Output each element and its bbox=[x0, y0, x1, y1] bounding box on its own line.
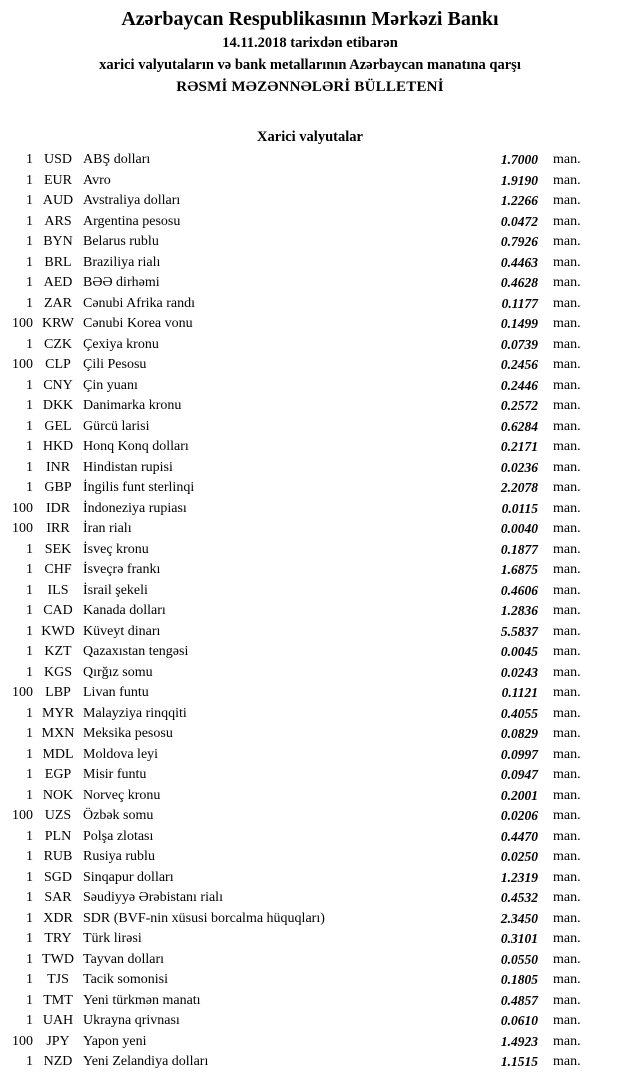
quantity-value: 1 bbox=[26, 705, 33, 721]
quantity-value: 1 bbox=[26, 931, 33, 946]
currency-name: Yeni Zelandiya dolları bbox=[83, 1054, 209, 1069]
quantity-value: 1 bbox=[26, 398, 33, 413]
currency-code: SAR bbox=[44, 890, 72, 905]
quantity-value: 1 bbox=[26, 172, 33, 188]
table-row bbox=[0, 150, 598, 171]
quantity-value: 1 bbox=[26, 828, 33, 844]
rate-value: 1.6875 bbox=[500, 562, 538, 577]
currency-name: Türk lirəsi bbox=[83, 931, 142, 946]
rate-unit: man. bbox=[553, 480, 581, 495]
currency-code: ZAR bbox=[44, 295, 72, 311]
currency-code: CNY bbox=[43, 377, 73, 393]
rate-value: 0.4857 bbox=[500, 992, 538, 1008]
currency-name: Hindistan rupisi bbox=[83, 459, 173, 475]
currency-code: MXN bbox=[41, 726, 75, 741]
rate-unit: man. bbox=[553, 193, 581, 208]
quantity-value: 1 bbox=[26, 787, 33, 803]
quantity-value: 100 bbox=[12, 500, 33, 516]
rate-value: 0.0243 bbox=[500, 664, 538, 680]
currency-name: Cənubi Korea vonu bbox=[83, 316, 193, 331]
rate-unit: man. bbox=[553, 787, 581, 803]
rate-unit: man. bbox=[553, 336, 581, 352]
currency-code: MYR bbox=[42, 705, 74, 721]
rate-unit: man. bbox=[553, 972, 581, 987]
currency-code: BRL bbox=[44, 254, 72, 270]
currency-code: AUD bbox=[42, 193, 74, 208]
quantity-value: 1 bbox=[26, 418, 33, 434]
table-row bbox=[0, 683, 598, 704]
rate-value: 0.2572 bbox=[500, 398, 538, 413]
currency-name: İndoneziya rupiası bbox=[83, 500, 187, 516]
rate-value: 1.4923 bbox=[500, 1033, 538, 1049]
bulletin-title: RƏSMİ MƏZƏNNƏLƏRİ BÜLLETENİ bbox=[176, 79, 444, 95]
rate-unit: man. bbox=[553, 890, 581, 905]
table-row bbox=[0, 335, 598, 356]
rate-value: 1.9190 bbox=[500, 172, 538, 188]
currency-code: SEK bbox=[44, 541, 72, 557]
table-row bbox=[0, 950, 598, 971]
currency-name: Polşa zlotası bbox=[83, 828, 154, 844]
currency-code: KWD bbox=[41, 623, 75, 639]
rate-unit: man. bbox=[553, 1054, 581, 1069]
rate-unit: man. bbox=[553, 726, 581, 741]
rate-unit: man. bbox=[553, 275, 581, 290]
currency-name: Qazaxıstan tengəsi bbox=[83, 644, 189, 659]
currency-name: Çin yuanı bbox=[83, 377, 138, 393]
quantity-value: 1 bbox=[26, 275, 33, 290]
currency-name: İsrail şekeli bbox=[83, 582, 148, 598]
rate-value: 2.2078 bbox=[500, 480, 538, 495]
table-row bbox=[0, 724, 598, 745]
rate-unit: man. bbox=[553, 357, 581, 372]
rate-unit: man. bbox=[553, 828, 581, 844]
currency-code: LBP bbox=[45, 685, 71, 700]
table-row bbox=[0, 704, 598, 725]
table-row bbox=[0, 294, 598, 315]
currency-code: IDR bbox=[45, 500, 71, 516]
currency-code: TWD bbox=[42, 951, 74, 967]
currency-code: NOK bbox=[42, 787, 74, 803]
table-row bbox=[0, 1052, 598, 1073]
rate-unit: man. bbox=[553, 562, 581, 577]
currency-code: USD bbox=[43, 152, 72, 167]
table-row bbox=[0, 765, 598, 786]
table-row bbox=[0, 540, 598, 561]
currency-name: Rusiya rublu bbox=[83, 849, 155, 864]
quantity-value: 1 bbox=[26, 152, 33, 167]
rate-unit: man. bbox=[553, 213, 581, 229]
table-row bbox=[0, 581, 598, 602]
currency-code: XDR bbox=[43, 910, 73, 926]
quantity-value: 1 bbox=[26, 623, 33, 639]
rate-unit: man. bbox=[553, 644, 581, 659]
table-row bbox=[0, 560, 598, 581]
currency-name: Danimarka kronu bbox=[83, 398, 182, 413]
quantity-value: 1 bbox=[26, 254, 33, 270]
rate-unit: man. bbox=[553, 541, 581, 557]
currency-name: Kanada dolları bbox=[83, 603, 166, 618]
table-row bbox=[0, 601, 598, 622]
currency-name: Meksika pesosu bbox=[83, 726, 173, 741]
rate-value: 0.7926 bbox=[500, 234, 538, 249]
rate-value: 0.1121 bbox=[501, 685, 538, 700]
currency-code: AED bbox=[43, 275, 73, 290]
quantity-value: 1 bbox=[26, 664, 33, 680]
rate-value: 0.0739 bbox=[500, 336, 538, 352]
currency-code: EGP bbox=[44, 767, 72, 782]
currency-name: Misir funtu bbox=[83, 767, 147, 782]
currency-code: HKD bbox=[42, 439, 74, 454]
rate-value: 0.0115 bbox=[501, 500, 538, 516]
currency-code: CZK bbox=[44, 336, 72, 352]
table-row bbox=[0, 396, 598, 417]
rate-unit: man. bbox=[553, 767, 581, 782]
rate-value: 0.2456 bbox=[500, 357, 538, 372]
currency-name: İngilis funt sterlinqi bbox=[83, 480, 195, 495]
rate-unit: man. bbox=[553, 377, 581, 393]
currency-code: INR bbox=[45, 459, 71, 475]
table-row bbox=[0, 622, 598, 643]
rate-value: 0.1177 bbox=[501, 295, 538, 311]
rate-unit: man. bbox=[553, 869, 581, 885]
table-row bbox=[0, 499, 598, 520]
quantity-value: 1 bbox=[26, 951, 33, 967]
quantity-value: 1 bbox=[26, 1054, 33, 1069]
quantity-value: 1 bbox=[26, 193, 33, 208]
currency-name: BƏƏ dirhəmi bbox=[83, 275, 160, 290]
rate-value: 0.0472 bbox=[500, 213, 538, 229]
quantity-value: 1 bbox=[26, 849, 33, 864]
quantity-value: 1 bbox=[26, 972, 33, 987]
table-row bbox=[0, 909, 598, 930]
document-header bbox=[0, 6, 620, 98]
table-row bbox=[0, 376, 598, 397]
rate-value: 0.0829 bbox=[500, 726, 538, 741]
rate-unit: man. bbox=[553, 603, 581, 618]
rate-unit: man. bbox=[553, 500, 581, 516]
rate-unit: man. bbox=[553, 254, 581, 270]
rate-value: 1.7000 bbox=[500, 152, 538, 167]
rate-value: 0.0250 bbox=[500, 849, 538, 864]
rate-unit: man. bbox=[553, 910, 581, 926]
exchange-rates-table bbox=[0, 150, 620, 1073]
table-row bbox=[0, 519, 598, 540]
quantity-value: 1 bbox=[26, 869, 33, 885]
quantity-value: 1 bbox=[26, 377, 33, 393]
rate-unit: man. bbox=[553, 1013, 581, 1028]
currency-code: PLN bbox=[44, 828, 72, 844]
table-row bbox=[0, 970, 598, 991]
table-row bbox=[0, 273, 598, 294]
quantity-value: 1 bbox=[26, 541, 33, 557]
quantity-value: 1 bbox=[26, 726, 33, 741]
currency-code: GBP bbox=[44, 480, 72, 495]
currency-name: Qırğız somu bbox=[83, 664, 153, 680]
currency-name: Yapon yeni bbox=[83, 1033, 147, 1049]
quantity-value: 1 bbox=[26, 336, 33, 352]
table-row bbox=[0, 847, 598, 868]
quantity-value: 1 bbox=[26, 603, 33, 618]
currency-code: CAD bbox=[43, 603, 73, 618]
table-row bbox=[0, 888, 598, 909]
rate-unit: man. bbox=[553, 664, 581, 680]
currency-name: Argentina pesosu bbox=[83, 213, 181, 229]
currency-name: SDR (BVF-nin xüsusi borcalma hüquqları) bbox=[83, 910, 325, 926]
quantity-value: 100 bbox=[12, 357, 33, 372]
currency-name: Yeni türkmən manatı bbox=[83, 992, 201, 1008]
currency-code: KRW bbox=[42, 316, 74, 331]
quantity-value: 1 bbox=[26, 746, 33, 762]
rate-unit: man. bbox=[553, 459, 581, 475]
quantity-value: 100 bbox=[12, 521, 33, 536]
quantity-value: 1 bbox=[26, 644, 33, 659]
rate-value: 0.1805 bbox=[500, 972, 538, 987]
currency-code: GEL bbox=[44, 418, 72, 434]
quantity-value: 1 bbox=[26, 480, 33, 495]
rate-unit: man. bbox=[553, 849, 581, 864]
table-row bbox=[0, 232, 598, 253]
rate-unit: man. bbox=[553, 746, 581, 762]
quantity-value: 100 bbox=[12, 1033, 33, 1049]
table-row bbox=[0, 1032, 598, 1053]
table-row bbox=[0, 827, 598, 848]
table-row bbox=[0, 253, 598, 274]
rate-value: 1.1515 bbox=[500, 1054, 538, 1069]
rate-unit: man. bbox=[553, 931, 581, 946]
table-row bbox=[0, 478, 598, 499]
section-title-foreign-currencies: Xarici valyutalar bbox=[257, 129, 363, 145]
quantity-value: 1 bbox=[26, 459, 33, 475]
rate-value: 0.4532 bbox=[500, 890, 538, 905]
rate-value: 0.0236 bbox=[500, 459, 538, 475]
currency-name: Tayvan dolları bbox=[83, 951, 165, 967]
bank-name-title: Azərbaycan Respublikasının Mərkəzi Bankı bbox=[121, 8, 499, 30]
currency-code: KZT bbox=[44, 644, 72, 659]
rate-unit: man. bbox=[553, 521, 581, 536]
currency-name: İsveç kronu bbox=[83, 541, 149, 557]
rate-unit: man. bbox=[553, 705, 581, 721]
currency-code: TMT bbox=[43, 992, 73, 1008]
table-row bbox=[0, 437, 598, 458]
rate-value: 0.0997 bbox=[500, 746, 538, 762]
currency-name: Belarus rublu bbox=[83, 234, 159, 249]
currency-code: KGS bbox=[43, 664, 72, 680]
rate-value: 1.2836 bbox=[500, 603, 538, 618]
rate-value: 0.0610 bbox=[500, 1013, 538, 1028]
quantity-value: 1 bbox=[26, 582, 33, 598]
currency-code: JPY bbox=[46, 1033, 70, 1049]
table-row bbox=[0, 786, 598, 807]
table-row bbox=[0, 171, 598, 192]
rate-value: 0.3101 bbox=[500, 931, 538, 946]
currency-code: MDL bbox=[42, 746, 74, 762]
quantity-value: 1 bbox=[26, 439, 33, 454]
currency-code: UZS bbox=[44, 808, 72, 823]
currency-name: Malayziya rinqqiti bbox=[83, 705, 187, 721]
currency-name: Küveyt dinarı bbox=[83, 623, 161, 639]
currency-name: Özbək somu bbox=[83, 808, 154, 823]
currency-code: RUB bbox=[43, 849, 73, 864]
rate-unit: man. bbox=[553, 234, 581, 249]
currency-name: Çili Pesosu bbox=[83, 357, 147, 372]
rate-unit: man. bbox=[553, 439, 581, 454]
rate-value: 0.4055 bbox=[500, 705, 538, 721]
currency-name: Tacik somonisi bbox=[83, 972, 168, 987]
rate-value: 0.2171 bbox=[500, 439, 538, 454]
rate-value: 0.1499 bbox=[500, 316, 538, 331]
table-row bbox=[0, 1011, 598, 1032]
table-row bbox=[0, 191, 598, 212]
table-row bbox=[0, 355, 598, 376]
rate-unit: man. bbox=[553, 418, 581, 434]
rate-unit: man. bbox=[553, 992, 581, 1008]
currency-name: Moldova leyi bbox=[83, 746, 159, 762]
currency-code: CLP bbox=[45, 357, 71, 372]
table-row bbox=[0, 929, 598, 950]
table-row bbox=[0, 868, 598, 889]
rate-value: 0.4628 bbox=[500, 275, 538, 290]
table-row bbox=[0, 991, 598, 1012]
currency-code: ILS bbox=[47, 582, 69, 598]
rate-value: 0.2446 bbox=[500, 377, 538, 393]
rate-value: 0.0550 bbox=[500, 951, 538, 967]
rate-value: 0.0206 bbox=[500, 808, 538, 823]
rate-unit: man. bbox=[553, 295, 581, 311]
currency-name: Sinqapur dolları bbox=[83, 869, 174, 885]
rate-unit: man. bbox=[553, 685, 581, 700]
quantity-value: 1 bbox=[26, 1013, 33, 1028]
table-row bbox=[0, 458, 598, 479]
rate-unit: man. bbox=[553, 808, 581, 823]
rate-value: 0.4470 bbox=[500, 828, 538, 844]
quantity-value: 1 bbox=[26, 767, 33, 782]
quantity-value: 100 bbox=[12, 316, 33, 331]
rate-unit: man. bbox=[553, 623, 581, 639]
currency-name: Norveç kronu bbox=[83, 787, 161, 803]
currency-name: Avro bbox=[83, 172, 111, 188]
rate-unit: man. bbox=[553, 172, 581, 188]
currency-name: Honq Konq dolları bbox=[83, 439, 189, 454]
currency-name: Gürcü larisi bbox=[83, 418, 150, 434]
rate-value: 5.5837 bbox=[500, 623, 538, 639]
currency-code: UAH bbox=[42, 1013, 74, 1028]
currency-code: NZD bbox=[43, 1054, 73, 1069]
table-row bbox=[0, 663, 598, 684]
currency-code: ARS bbox=[44, 213, 72, 229]
table-row bbox=[0, 314, 598, 335]
currency-name: Səudiyyə Ərəbistanı rialı bbox=[83, 890, 223, 905]
rate-unit: man. bbox=[553, 582, 581, 598]
rate-unit: man. bbox=[553, 152, 581, 167]
rate-unit: man. bbox=[553, 1033, 581, 1049]
table-row bbox=[0, 642, 598, 663]
quantity-value: 1 bbox=[26, 213, 33, 229]
currency-name: Avstraliya dolları bbox=[83, 193, 181, 208]
description-line: xarici valyutaların və bank metallarının Azərbaycan manatına qarşı bbox=[99, 57, 521, 73]
rate-unit: man. bbox=[553, 951, 581, 967]
currency-code: TRY bbox=[44, 931, 72, 946]
effective-date-line: 14.11.2018 tarixdən etibarən bbox=[222, 35, 398, 51]
rate-value: 0.4606 bbox=[500, 582, 538, 598]
quantity-value: 1 bbox=[26, 890, 33, 905]
currency-name: Çexiya kronu bbox=[83, 336, 159, 352]
currency-code: IRR bbox=[46, 521, 70, 536]
rate-value: 0.1877 bbox=[500, 541, 538, 557]
currency-code: CHF bbox=[44, 562, 72, 577]
quantity-value: 1 bbox=[26, 992, 33, 1008]
currency-name: Cənubi Afrika randı bbox=[83, 295, 195, 311]
quantity-value: 1 bbox=[26, 234, 33, 249]
rate-value: 1.2319 bbox=[500, 869, 538, 885]
quantity-value: 1 bbox=[26, 910, 33, 926]
quantity-value: 1 bbox=[26, 295, 33, 311]
currency-name: İsveçrə frankı bbox=[83, 562, 161, 577]
currency-name: Braziliya rialı bbox=[83, 254, 161, 270]
currency-code: DKK bbox=[42, 398, 74, 413]
rate-unit: man. bbox=[553, 316, 581, 331]
table-row bbox=[0, 212, 598, 233]
currency-name: ABŞ dolları bbox=[83, 152, 151, 167]
rate-value: 0.6284 bbox=[500, 418, 538, 434]
rate-value: 0.0045 bbox=[500, 644, 538, 659]
table-row bbox=[0, 417, 598, 438]
rate-value: 2.3450 bbox=[500, 910, 538, 926]
currency-code: BYN bbox=[43, 234, 73, 249]
quantity-value: 100 bbox=[12, 808, 33, 823]
quantity-value: 1 bbox=[26, 562, 33, 577]
rate-value: 0.0947 bbox=[500, 767, 538, 782]
currency-code: SGD bbox=[43, 869, 72, 885]
rate-value: 0.4463 bbox=[500, 254, 538, 270]
currency-name: İran rialı bbox=[83, 521, 132, 536]
currency-code: EUR bbox=[44, 172, 72, 188]
rate-value: 1.2266 bbox=[500, 193, 538, 208]
currency-name: Ukrayna qrivnası bbox=[83, 1013, 180, 1028]
quantity-value: 100 bbox=[12, 685, 33, 700]
currency-name: Livan funtu bbox=[83, 685, 149, 700]
currency-code: TJS bbox=[47, 972, 69, 987]
table-row bbox=[0, 806, 598, 827]
rate-unit: man. bbox=[553, 398, 581, 413]
rate-value: 0.2001 bbox=[500, 787, 538, 803]
rate-value: 0.0040 bbox=[500, 521, 538, 536]
table-row bbox=[0, 745, 598, 766]
